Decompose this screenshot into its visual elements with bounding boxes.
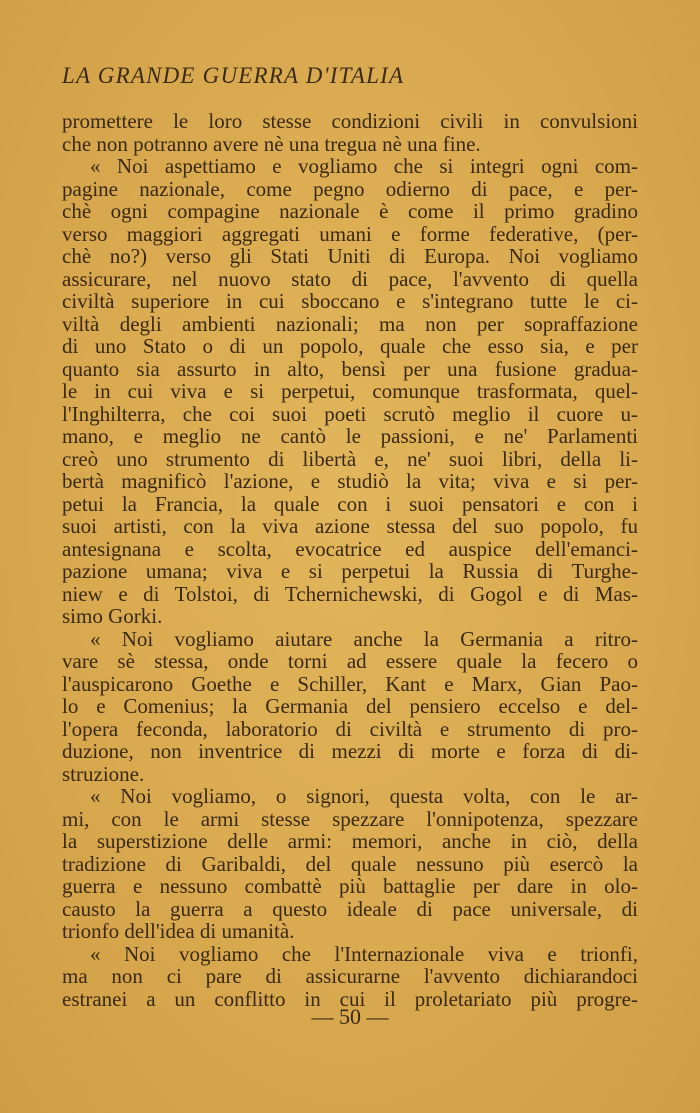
running-head: LA GRANDE GUERRA D'ITALIA [62,63,405,88]
text-line: niew e di Tolstoi, di Tchernichewski, di Gogol e di Mas- [62,581,638,606]
text-line: causto la guerra a questo ideale di pace universale, di [62,896,638,921]
text-line: tradizione di Garibaldi, del quale nessuno più esercò la [62,851,638,876]
text-line: che non potranno avere nè una tregua nè una fine. [62,131,481,156]
page-number: — 50 — [311,1004,389,1029]
text-line: lo e Comenius; la Germania del pensiero eccelso e del- [62,694,638,718]
text-line: petui la Francia, la quale con i suoi pensatori e con i [62,491,638,516]
text-line: chè no?) verso gli Stati Uniti di Europa. Noi vogliamo [62,244,638,268]
text-line: « Noi vogliamo aiutare anche la Germania a ritro- [90,626,638,651]
text-line: vare sè stessa, onde torni ad essere quale la fecero o [62,649,638,673]
text-line: assicurare, nel nuovo stato di pace, l'avvento di quella [62,266,638,291]
text-line: ma non ci pare di assicurarne l'avvento dichiarandoci [62,964,638,988]
text-line: guerra e nessuno combattè più battaglie per dare in olo- [62,874,638,898]
text-line: mi, con le armi stesse spezzare l'onnipotenza, spezzare [62,806,638,831]
text-line: quanto sia assurto in alto, bensì per una fusione gradua- [62,356,638,381]
text-line: verso maggiori aggregati umani e forme federative, (per- [62,221,638,246]
text-line: mano, e meglio ne cantò le passioni, e ne' Parlamenti [62,424,638,448]
text-line: « Noi vogliamo che l'Internazionale viva e trionfi, [90,941,638,966]
page [62,62,638,1010]
text-line: « Noi aspettiamo e vogliamo che si integri ogni com- [90,154,638,178]
text-line: trionfo dell'idea di umanità. [62,919,295,943]
text-line: suoi artisti, con la viva azione stessa del suo popolo, fu [62,514,638,538]
body-text [62,110,638,1010]
text-line: l'auspicarono Goethe e Schiller, Kant e Marx, Gian Pao- [62,671,638,696]
text-line: struzione. [62,761,145,786]
text-line: bertà magnificò l'azione, e studiò la vita; viva e si per- [62,469,638,493]
text-line: « Noi vogliamo, o signori, questa volta, con le ar- [90,784,638,808]
text-line: civiltà superiore in cui sboccano e s'integrano tutte le ci- [62,289,638,313]
text-line: le in cui viva e si perpetui, comunque trasformata, quel- [62,379,638,403]
text-line: simo Gorki. [62,604,163,628]
text-line: estranei a un conflitto in cui il proletariato più progre- [62,986,638,1011]
text-line: promettere le loro stesse condizioni civili in convulsioni [62,109,638,133]
text-line: pagine nazionale, come pegno odierno di pace, e per- [62,176,638,201]
text-line: di uno Stato o di un popolo, quale che esso sia, e per [62,334,638,358]
text-line: viltà degli ambienti nazionali; ma non per sopraffazione [62,311,638,336]
text-line: l'Inghilterra, che coi suoi poeti scrutò meglio il cuore u- [62,401,638,426]
text-line: pazione umana; viva e si perpetui la Russia di Turghe- [62,559,638,583]
text-line: duzione, non inventrice di mezzi di morte e forza di di- [62,739,638,763]
text-line: la superstizione delle armi: memori, anche in ciò, della [62,829,638,853]
text-line: antesignana e scolta, evocatrice ed auspice dell'emanci- [62,536,638,561]
text-line: creò uno strumento di libertà e, ne' suoi libri, della li- [62,446,638,471]
text-line: l'opera feconda, laboratorio di civiltà e strumento di pro- [62,716,638,741]
text-line: chè ogni compagine nazionale è come il primo gradino [62,199,638,223]
